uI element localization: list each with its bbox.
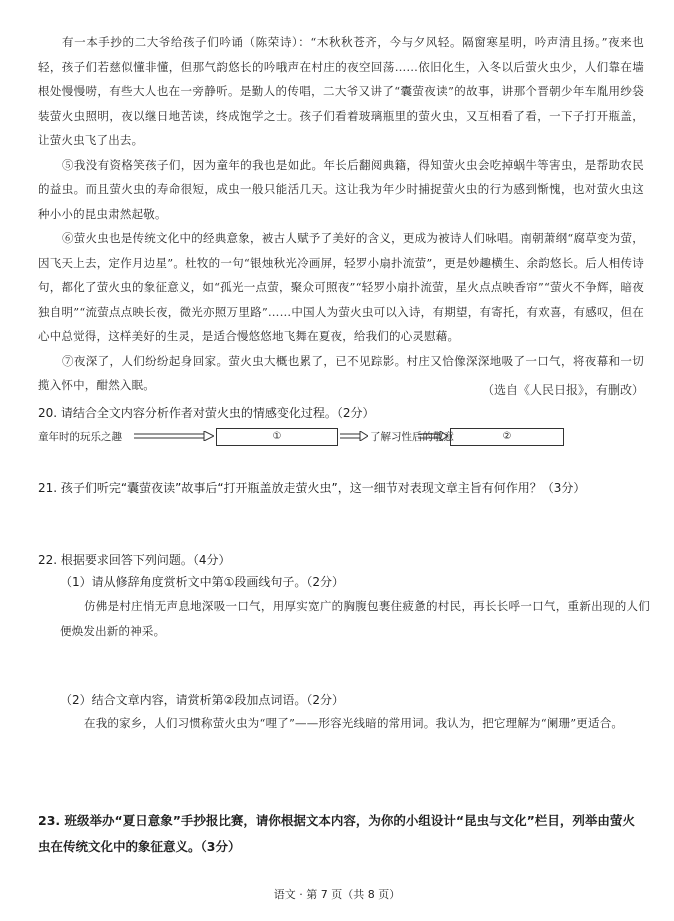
page-footer: 语文 · 第 7 页（共 8 页）	[273, 888, 401, 901]
answer-box-1[interactable]: ①	[216, 428, 338, 446]
flow-arrow-icon	[340, 431, 368, 441]
question-21: 21. 孩子们听完“囊萤夜读”故事后“打开瓶盖放走萤火虫”，这一细节对表现文章主旨有何作用？（3分）	[38, 481, 586, 495]
question-22-part-2-answer: 在我的家乡，人们习惯称萤火虫为“哩了”——形容光线暗的常用词。我认为，把它理解为“阑珊”更适合。	[84, 716, 624, 730]
passage-paragraph: 有一本手抄的二大爷给孩子们吟诵（陈荣诗）：“木秋秋苍齐，今与夕风轻。隔窗寒星明，吟声清且扬。”夜来也轻，孩子们若慈似懂非懂，但那气韵悠长的吟哦声在村庄的夜空回荡……依旧化生，入冬以后萤火虫少，人们靠在墙根处慢慢唠，有些大人也在一旁静听。是勤人的传唱，二大爷又讲了“囊萤夜读”的故事，讲那个晋朝少年车胤用纱袋装萤火虫照明，夜以继日地苦读，终成饱学之士。孩子们看着玻璃瓶里的萤火虫，又互相看了看，一下子打开瓶盖，让萤火虫飞了出去。	[38, 35, 644, 147]
passage-paragraph: ⑦夜深了，人们纷纷起身回家。萤火虫大概也累了，已不见踪影。村庄又恰像深深地吸了一口气，将夜幕和一切揽入怀中，酣然入眠。	[38, 353, 644, 392]
flow-arrow-icon	[418, 431, 448, 441]
flow-start-label: 童年时的玩乐之趣	[38, 431, 122, 443]
question-22: 22. 根据要求回答下列问题。（4分）	[38, 553, 231, 567]
question-23: 23. 班级举办“夏日意象”手抄报比赛，请你根据文本内容，为你的小组设计“昆虫与文化”栏目，列举由萤火虫在传统文化中的象征意义。（3分）	[38, 813, 635, 854]
passage-paragraph: ⑤我没有资格笑孩子们，因为童年的我也是如此。年长后翻阅典籍，得知萤火虫会吃掉蜗牛等害虫，是帮助农民的益虫。而且萤火虫的寿命很短，成虫一般只能活几天。这让我为年少时捕捉萤火虫的行为感到惭愧，也对萤火虫这种小小的昆虫肃然起敬。	[38, 157, 644, 221]
flow-middle-label: 了解习性后的敬意	[370, 431, 454, 443]
passage-source: （选自《人民日报》，有删改）	[481, 383, 644, 397]
question-20: 20. 请结合全文内容分析作者对萤火虫的情感变化过程。（2分）	[38, 406, 375, 420]
question-22-part-2: （2）结合文章内容，请赏析第②段加点词语。（2分）	[60, 693, 345, 707]
question-22-part-1-answer: 仿佛是村庄悄无声息地深吸一口气，用厚实宽广的胸腹包裹住疲惫的村民，再长长呼一口气，重新出现的人们便焕发出新的神采。	[60, 599, 650, 638]
answer-box-2[interactable]: ②	[450, 428, 564, 446]
question-22-part-1: （1）请从修辞角度赏析文中第①段画线句子。（2分）	[60, 575, 345, 589]
passage-paragraph: ⑥萤火虫也是传统文化中的经典意象，被古人赋予了美好的含义，更成为被诗人们咏唱。南朝萧纲“腐草变为萤，因飞天上去，定作月边星”。杜牧的一句“银烛秋光冷画屏，轻罗小扇扑流萤”，更是妙趣横生、余韵悠长。后人相传诗句，都化了萤火虫的象征意义，如“孤光一点萤，聚众可照夜”“轻罗小扇扑流萤，星火点点映香帘”“萤火不争辉，暗夜独自明”“流萤点点映长夜，微光亦照万里路”……中国人为萤火虫可以入诗，有期望，有寄托，有欢喜，有感叹，但在心中总觉得，这样美好的生灵，是适合慢悠悠地飞舞在夏夜，给我们的心灵慰藉。	[38, 231, 644, 343]
reading-passage	[38, 30, 644, 398]
flow-arrow-icon	[134, 431, 214, 441]
